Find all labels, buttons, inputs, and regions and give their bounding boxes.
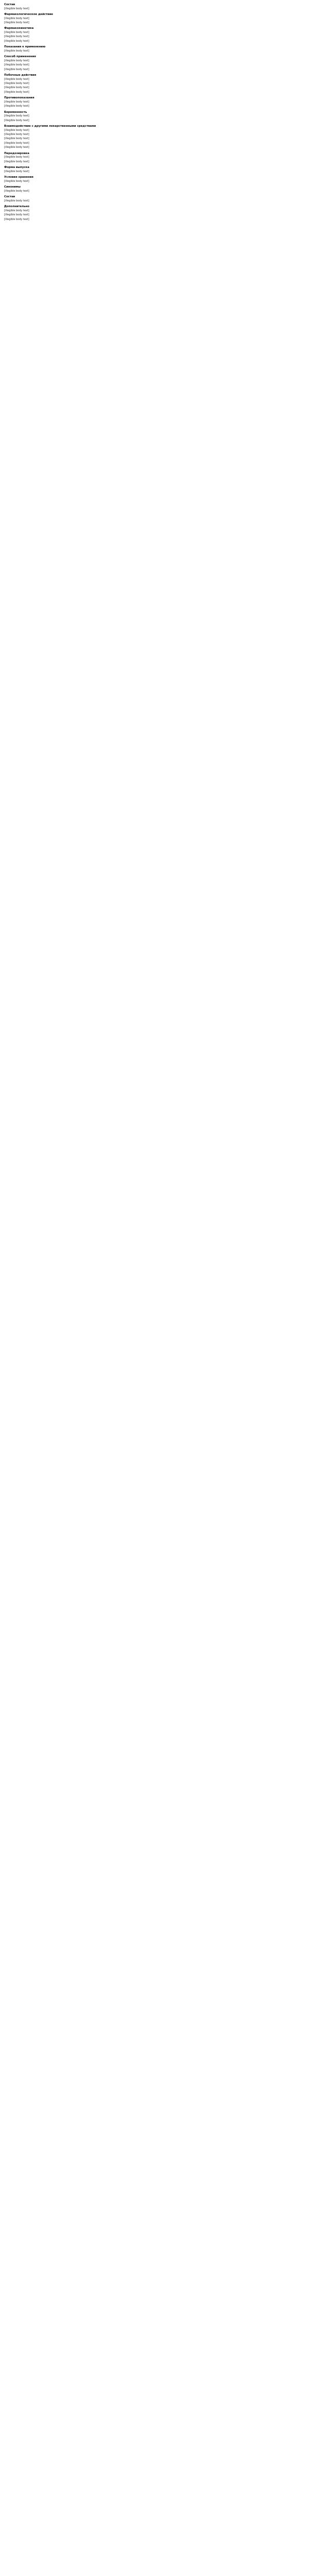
section-paragraph: [illegible body text] bbox=[4, 141, 29, 145]
section-heading: Фармакокинетика bbox=[4, 27, 34, 30]
section-paragraph: [illegible body text] bbox=[4, 189, 29, 193]
section-heading: Взаимодействие с другими лекарственными средствами bbox=[4, 125, 96, 128]
section-paragraph: [illegible body text] bbox=[4, 77, 29, 81]
section-heading: Передозировка bbox=[4, 151, 29, 155]
section-heading: Условия хранения bbox=[4, 176, 33, 179]
document-section bbox=[4, 205, 305, 222]
section-heading: Состав bbox=[4, 3, 15, 6]
section-paragraph: [illegible body text] bbox=[4, 21, 29, 24]
section-paragraph: [illegible body text] bbox=[4, 209, 29, 212]
section-paragraph: [illegible body text] bbox=[4, 49, 29, 53]
section-paragraph: [illegible body text] bbox=[4, 118, 29, 122]
document-section bbox=[4, 55, 305, 72]
section-paragraph: [illegible body text] bbox=[4, 67, 29, 71]
section-paragraph: [illegible body text] bbox=[4, 59, 29, 62]
section-paragraph: [illegible body text] bbox=[4, 179, 29, 183]
section-paragraph: [illegible body text] bbox=[4, 31, 29, 34]
document-section bbox=[4, 96, 305, 108]
document-section bbox=[4, 185, 305, 193]
section-paragraph: [illegible body text] bbox=[4, 7, 29, 10]
document-section bbox=[4, 152, 305, 164]
section-paragraph: [illegible body text] bbox=[4, 114, 29, 118]
document-section bbox=[4, 45, 305, 53]
section-heading: Состав bbox=[4, 195, 15, 199]
document-section bbox=[4, 3, 305, 11]
section-heading: Синонимы bbox=[4, 185, 21, 189]
section-heading: Фармакологическое действие bbox=[4, 13, 53, 16]
section-paragraph: [illegible body text] bbox=[4, 133, 29, 137]
section-paragraph: [illegible body text] bbox=[4, 100, 29, 104]
section-paragraph: [illegible body text] bbox=[4, 63, 29, 67]
section-paragraph: [illegible body text] bbox=[4, 35, 29, 39]
section-paragraph: [illegible body text] bbox=[4, 146, 29, 149]
section-paragraph: [illegible body text] bbox=[4, 39, 29, 43]
section-heading: Побочные действия bbox=[4, 74, 37, 77]
document-section bbox=[4, 176, 305, 183]
section-paragraph: [illegible body text] bbox=[4, 16, 29, 20]
document-section bbox=[4, 74, 305, 94]
section-heading: Показания к применению bbox=[4, 45, 46, 49]
section-paragraph: [illegible body text] bbox=[4, 137, 29, 141]
section-paragraph: [illegible body text] bbox=[4, 156, 29, 159]
document-section bbox=[4, 125, 305, 150]
section-paragraph: [illegible body text] bbox=[4, 128, 29, 132]
section-paragraph: [illegible body text] bbox=[4, 90, 29, 94]
section-paragraph: [illegible body text] bbox=[4, 160, 29, 163]
section-paragraph: [illegible body text] bbox=[4, 199, 29, 202]
section-paragraph: [illegible body text] bbox=[4, 86, 29, 90]
document-section bbox=[4, 111, 305, 123]
section-paragraph: [illegible body text] bbox=[4, 217, 29, 221]
section-heading: Способ применения bbox=[4, 55, 36, 59]
section-paragraph: [illegible body text] bbox=[4, 105, 29, 108]
section-paragraph: [illegible body text] bbox=[4, 170, 29, 173]
document-section bbox=[4, 166, 305, 174]
section-heading: Противопоказания bbox=[4, 96, 35, 100]
section-heading: Беременность bbox=[4, 110, 27, 114]
section-paragraph: [illegible body text] bbox=[4, 213, 29, 217]
document-section bbox=[4, 195, 305, 203]
section-heading: Форма выпуска bbox=[4, 166, 29, 170]
document-section bbox=[4, 27, 305, 43]
document-section bbox=[4, 13, 305, 25]
document-body bbox=[0, 0, 309, 230]
section-paragraph: [illegible body text] bbox=[4, 82, 29, 86]
section-heading: Дополнительно bbox=[4, 205, 29, 209]
